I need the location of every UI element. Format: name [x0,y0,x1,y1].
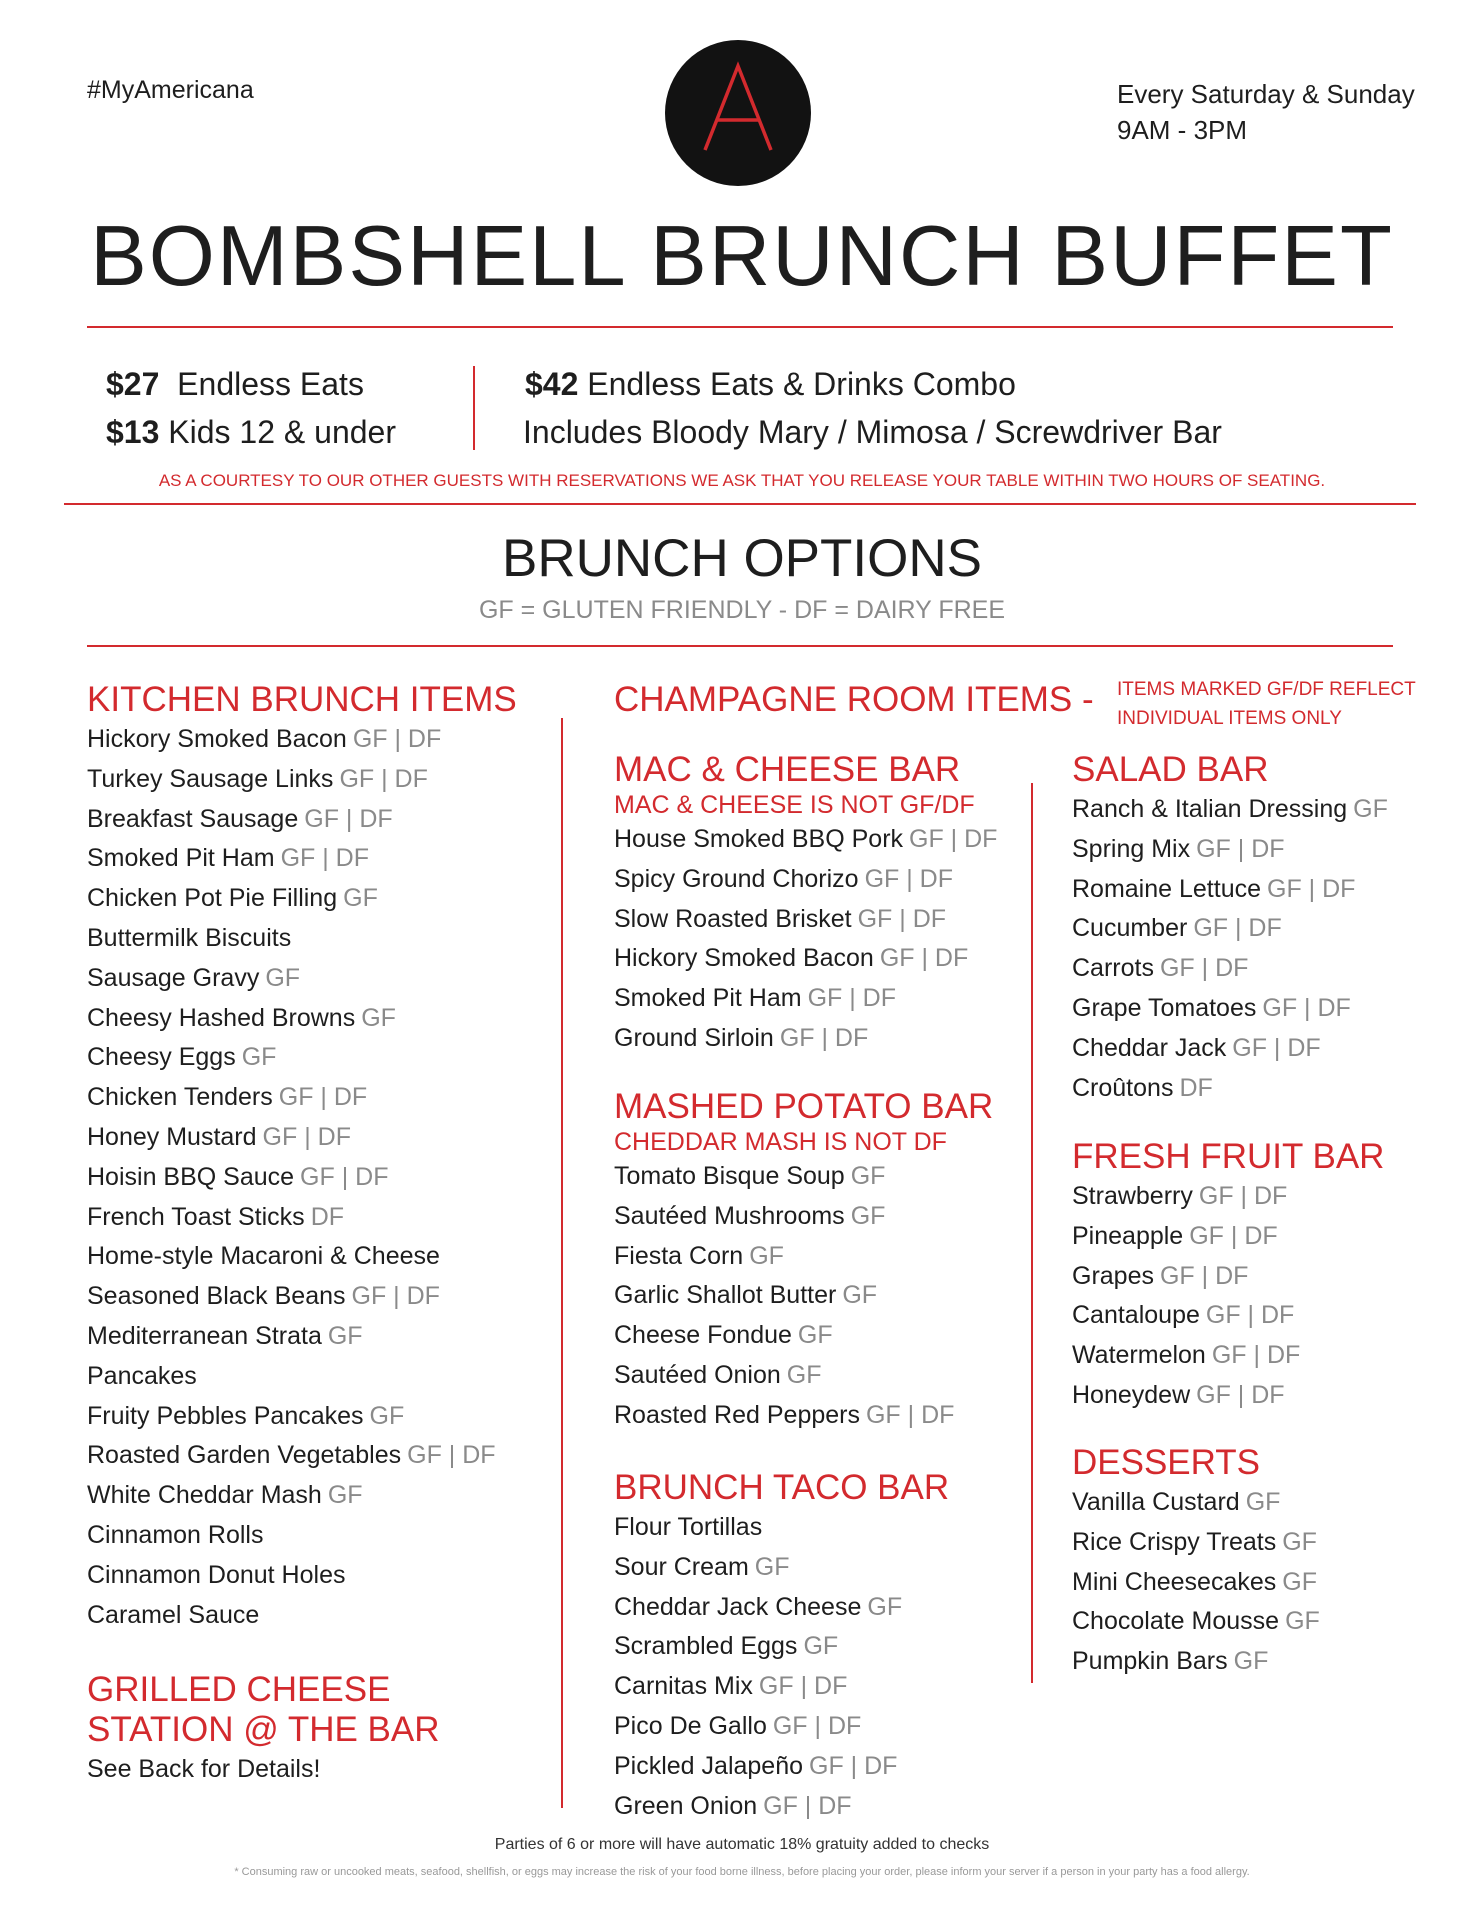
diet-tag: GF | DF [779,1023,869,1052]
diet-tag: GF | DF [407,1441,496,1470]
menu-item [614,1667,949,1707]
menu-item-name: Sautéed Onion [614,1360,781,1389]
diet-tag: GF | DF [278,1083,368,1112]
diet-tag: GF | DF [1196,834,1285,863]
menu-item-name: Roasted Red Peppers [614,1400,860,1429]
menu-item [87,1158,517,1198]
menu-item-name: Fiesta Corn [614,1241,744,1270]
diet-tag: GF | DF [763,1791,852,1820]
diet-tag: GF [327,1481,363,1510]
diet-tag: GF | DF [758,1672,848,1701]
diet-tag: GF | DF [1232,1033,1321,1062]
desserts-items [1072,1483,1320,1682]
menu-item [87,1476,517,1516]
fruit-heading: FRESH FRUIT BAR [1072,1137,1385,1176]
diet-tag: GF [850,1201,886,1230]
menu-item-name: Cheddar Jack Cheese [614,1592,862,1621]
menu-item-name: Mini Cheesecakes [1072,1567,1277,1596]
menu-item-name: Breakfast Sausage [87,804,299,833]
grilled-heading-line2: STATION @ THE BAR [87,1710,440,1749]
menu-item-name: Green Onion [614,1791,758,1820]
mashed-sub: CHEDDAR MASH IS NOT DF [614,1128,947,1156]
menu-item-name: Carnitas Mix [614,1672,753,1701]
diet-tag: GF [749,1241,784,1270]
fruit-items [1072,1177,1384,1416]
diet-tag: GF | DF [864,864,953,893]
menu-item [87,959,517,999]
courtesy-note: AS A COURTESY TO OUR OTHER GUESTS WITH RESERVATIONS WE ASK THAT YOU RELEASE YOUR TABLE WITHIN TWO HOURS OF SEATING. [158,471,1326,490]
options-legend: GF = GLUTEN FRIENDLY - DF = DAIRY FREE [478,596,1006,624]
diet-tag: GF | DF [339,764,428,793]
menu-item [614,1627,949,1667]
menu-item [87,1436,517,1476]
gratuity-note: Parties of 6 or more will have automatic 18% gratuity added to checks [494,1836,990,1853]
menu-item [1072,1642,1320,1682]
menu-item-name: Chocolate Mousse [1072,1607,1280,1636]
menu-item [1072,1257,1384,1297]
menu-item-name: Turkey Sausage Links [87,764,334,793]
menu-item [87,1118,517,1158]
diet-tag: GF | DF [300,1162,389,1191]
menu-item [87,800,517,840]
taco-items [614,1508,949,1826]
mac-items [614,820,997,1059]
menu-item-name: Strawberry [1072,1182,1193,1210]
menu-item [1072,1217,1384,1257]
menu-item-name: Carrots [1072,954,1154,983]
menu-item [614,1588,949,1628]
mac-heading: MAC & CHEESE BAR [614,750,961,789]
menu-item [614,820,997,860]
menu-item [87,1237,517,1277]
menu-item [614,1197,993,1237]
salad-section [1072,750,1388,1108]
mac-section [614,750,997,1059]
diet-tag: GF | DF [1159,1261,1249,1290]
menu-item-name: Sausage Gravy [87,963,260,992]
diet-tag: GF [850,1162,886,1190]
menu-item-name: Cheesy Eggs [87,1043,236,1072]
grilled-note: See Back for Details! [87,1755,321,1783]
menu-item [87,1357,517,1397]
menu-item [1072,1523,1320,1563]
diet-tag: GF | DF [809,1751,898,1780]
menu-item-name: Croûtons [1072,1073,1174,1102]
menu-item-name: Ground Sirloin [614,1023,774,1052]
diet-tag: GF | DF [772,1711,862,1740]
menu-item-name: Pickled Jalapeño [614,1751,804,1780]
diet-tag: GF | DF [280,844,369,873]
menu-item [87,1277,517,1317]
column-divider-left [561,718,563,1808]
diet-tag: GF [1285,1607,1320,1636]
price-endless [106,366,364,403]
menu-item-name: Honey Mustard [87,1122,257,1151]
menu-item [614,1747,949,1787]
taco-heading: BRUNCH TACO BAR [614,1468,950,1507]
price-combo-amount: $42 [525,366,579,402]
champagne-heading: CHAMPAGNE ROOM ITEMS - [614,680,1094,719]
menu-item [87,1198,517,1238]
menu-item-name: Mediterranean Strata [87,1321,322,1350]
kitchen-items [87,720,517,1635]
menu-item-name: Tomato Bisque Soup [614,1162,845,1190]
menu-item-name: Pancakes [87,1361,197,1390]
menu-item [614,1019,997,1059]
diet-tag: GF | DF [1262,993,1351,1022]
diet-tag: GF | DF [909,825,998,853]
price-kids-label: Kids 12 & under [168,414,396,450]
diet-tag: GF [1282,1567,1317,1596]
pricing-divider [473,366,475,450]
diet-tag: GF | DF [879,944,969,973]
schedule [1117,76,1415,148]
diet-tag: GF [803,1632,839,1661]
desserts-section [1072,1443,1320,1682]
menu-item-name: Cinnamon Donut Holes [87,1560,346,1589]
column-divider-right [1031,783,1033,1683]
menu-item-name: White Cheddar Mash [87,1481,322,1510]
menu-item-name: Fruity Pebbles Pancakes [87,1401,364,1430]
diet-tag: GF [797,1321,833,1350]
menu-item [1072,1069,1388,1109]
menu-item [1072,1563,1320,1603]
diet-tag: GF [1245,1488,1281,1516]
diet-tag: GF [754,1552,790,1581]
menu-item [614,1356,993,1396]
diet-tag: GF [343,884,378,913]
menu-item-name: Seasoned Black Beans [87,1282,346,1311]
diet-tag: GF | DF [1189,1221,1278,1250]
menu-item [1072,949,1388,989]
kitchen-section [87,680,517,1635]
menu-item-name: Sautéed Mushrooms [614,1201,845,1230]
menu-item [1072,1029,1388,1069]
hashtag: #MyAmericana [87,76,254,104]
mashed-items [614,1157,993,1436]
diet-tag: GF | DF [865,1400,955,1429]
diet-tag: GF [241,1043,277,1072]
menu-item-name: Pineapple [1072,1221,1184,1250]
menu-item [87,1038,517,1078]
americana-logo [665,40,811,186]
diet-tag: GF | DF [1193,914,1282,943]
diet-tag: GF | DF [351,1282,440,1311]
menu-item [1072,1483,1320,1523]
menu-item-name: Grape Tomatoes [1072,993,1257,1022]
menu-item [1072,1296,1384,1336]
menu-item-name: Cheddar Jack [1072,1033,1227,1062]
menu-item-name: Spring Mix [1072,834,1191,863]
menu-item [87,839,517,879]
menu-item-name: Caramel Sauce [87,1600,260,1629]
menu-item [87,879,517,919]
grilled-heading-line1: GRILLED CHEESE [87,1670,391,1709]
menu-item [614,979,997,1019]
diet-tag: GF [842,1281,878,1310]
menu-item-name: Cucumber [1072,914,1188,943]
menu-item-name: Chicken Pot Pie Filling [87,884,338,913]
menu-item [614,1548,949,1588]
diet-tag: GF [327,1321,363,1350]
diet-tag: GF [265,963,301,992]
champagne-note-line2: INDIVIDUAL ITEMS ONLY [1117,708,1342,729]
diet-tag: GF | DF [304,804,393,833]
menu-item [87,919,517,959]
menu-item [87,1078,517,1118]
menu-item [1072,1336,1384,1376]
desserts-heading: DESSERTS [1072,1443,1261,1482]
diet-tag: GF [1233,1647,1269,1676]
menu-item-name: Garlic Shallot Butter [614,1281,837,1310]
diet-tag: DF [310,1202,345,1231]
menu-item [614,1508,949,1548]
menu-item-name: Watermelon [1072,1341,1206,1370]
price-endless-label: Endless Eats [177,366,364,402]
diet-tag: GF | DF [1205,1301,1295,1330]
salad-heading: SALAD BAR [1072,750,1269,789]
options-title: BRUNCH OPTIONS [502,529,982,588]
menu-item-name: Flour Tortillas [614,1513,763,1541]
menu-item-name: Cinnamon Rolls [87,1520,264,1549]
kitchen-heading: KITCHEN BRUNCH ITEMS [87,680,517,719]
diet-tag: GF [369,1401,405,1430]
diet-tag: GF [786,1360,822,1389]
menu-item [87,760,517,800]
menu-item-name: Cheese Fondue [614,1321,792,1350]
menu-item-name: Cheesy Hashed Browns [87,1003,356,1032]
diet-tag: GF | DF [262,1122,351,1151]
champagne-note [1117,675,1416,733]
menu-item [614,900,997,940]
menu-item [1072,830,1388,870]
diet-tag: GF [361,1003,396,1032]
menu-item [87,1516,517,1556]
menu-item-name: Roasted Garden Vegetables [87,1441,402,1470]
menu-item-name: Hickory Smoked Bacon [614,944,874,973]
diet-tag: GF | DF [1198,1182,1288,1210]
taco-section [614,1468,949,1826]
diet-tag: GF [867,1592,903,1621]
menu-item-name: Buttermilk Biscuits [87,923,292,952]
menu-item [614,1237,993,1277]
menu-item [614,939,997,979]
menu-item [1072,909,1388,949]
price-kids [106,414,396,451]
diet-tag: GF | DF [807,984,896,1013]
menu-item [87,1397,517,1437]
food-allergy-disclaimer: * Consuming raw or uncooked meats, seafood, shellfish, or eggs may increase the risk of your food borne illness, before placing your order, please inform your server if a person in your party has a food allergy. [234,1866,1250,1878]
diet-tag: GF [1353,795,1388,823]
diet-tag: GF | DF [857,904,947,933]
menu-item [1072,1177,1384,1217]
price-combo-label: Endless Eats & Drinks Combo [587,366,1016,402]
pricing-divider-bottom [64,503,1416,505]
menu-item [1072,870,1388,910]
menu-item [614,860,997,900]
menu-item [87,1317,517,1357]
menu-item [614,1707,949,1747]
menu-item-name: Honeydew [1072,1380,1191,1409]
champagne-note-line1: ITEMS MARKED GF/DF REFLECT [1117,679,1416,700]
menu-item [1072,790,1388,830]
diet-tag: DF [1179,1073,1213,1102]
mashed-heading: MASHED POTATO BAR [614,1087,994,1126]
diet-tag: GF [1282,1527,1317,1556]
diet-tag: GF | DF [1267,874,1356,903]
menu-item [87,999,517,1039]
fruit-section [1072,1137,1384,1416]
menu-item-name: Ranch & Italian Dressing [1072,795,1348,823]
diet-tag: GF | DF [352,725,442,753]
menu-item-name: House Smoked BBQ Pork [614,825,904,853]
menu-item-name: Romaine Lettuce [1072,874,1262,903]
mac-sub: MAC & CHEESE IS NOT GF/DF [614,791,975,819]
diet-tag: GF | DF [1211,1341,1301,1370]
menu-item-name: Cantaloupe [1072,1301,1200,1330]
menu-item-name: Sour Cream [614,1552,749,1581]
menu-item-name: Rice Crispy Treats [1072,1527,1277,1556]
salad-items [1072,790,1388,1108]
options-divider [87,645,1393,647]
menu-item [87,720,517,760]
diet-tag: GF | DF [1159,954,1249,983]
price-combo [525,366,1016,403]
menu-item [614,1316,993,1356]
menu-item-name: Home-style Macaroni & Cheese [87,1242,440,1271]
page-title: BOMBSHELL BRUNCH BUFFET [90,209,1394,304]
price-combo-includes: Includes Bloody Mary / Mimosa / Screwdriver Bar [523,414,1222,450]
menu-item [1072,989,1388,1029]
menu-item-name: Spicy Ground Chorizo [614,864,859,893]
menu-item-name: Vanilla Custard [1072,1488,1240,1516]
schedule-days: Every Saturday & Sunday [1117,79,1415,109]
menu-item [614,1276,993,1316]
menu-item [614,1157,993,1197]
title-divider [87,326,1393,328]
menu-item [614,1396,993,1436]
menu-item-name: Scrambled Eggs [614,1632,798,1661]
menu-item [1072,1376,1384,1416]
menu-item-name: Hickory Smoked Bacon [87,725,347,753]
grilled-cheese-section [87,1670,440,1784]
schedule-hours: 9AM - 3PM [1117,115,1248,145]
menu-item-name: Smoked Pit Ham [614,984,802,1013]
menu-item-name: Smoked Pit Ham [87,844,275,873]
diet-tag: GF | DF [1196,1380,1285,1409]
price-kids-amount: $13 [106,414,160,450]
menu-item-name: Pico De Gallo [614,1711,767,1740]
menu-item-name: Grapes [1072,1261,1154,1290]
menu-item-name: Pumpkin Bars [1072,1647,1228,1676]
menu-item-name: Hoisin BBQ Sauce [87,1162,295,1191]
mashed-section [614,1087,993,1436]
menu-item-name: Slow Roasted Brisket [614,904,852,933]
menu-item [614,1787,949,1827]
logo-a-icon [665,40,811,186]
menu-item [1072,1602,1320,1642]
menu-item [87,1596,517,1636]
menu-item-name: French Toast Sticks [87,1202,305,1231]
price-endless-amount: $27 [106,366,160,402]
menu-item-name: Chicken Tenders [87,1083,273,1112]
menu-item [87,1556,517,1596]
